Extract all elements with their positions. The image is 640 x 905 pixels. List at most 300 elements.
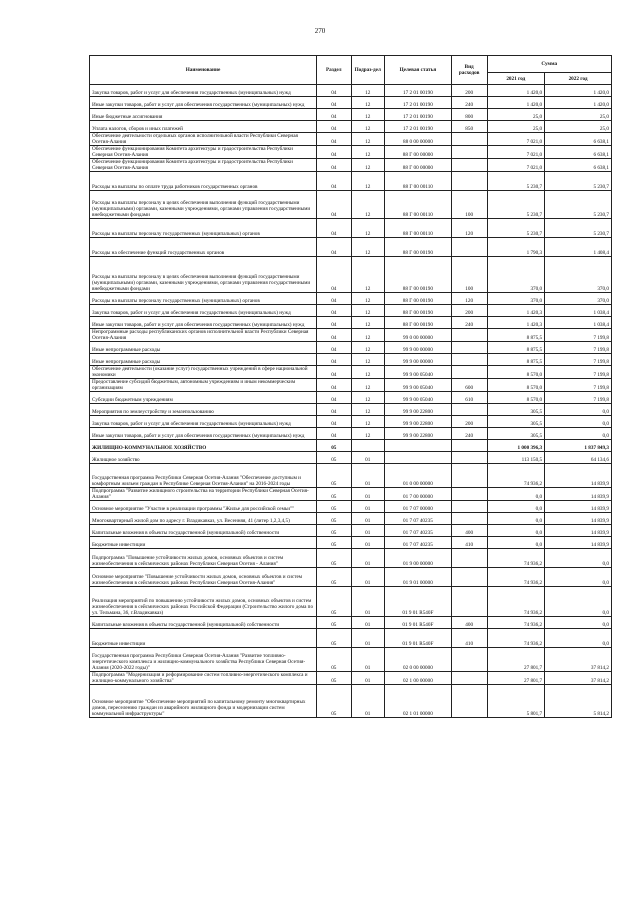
- row-name: Капитальные вложения в объекты государственной (муниципальной) собственности: [90, 525, 317, 537]
- row-amount-2022: 25,0: [545, 109, 612, 121]
- row-section: 04: [317, 219, 352, 238]
- row-amount-2021: 0,0: [487, 537, 545, 549]
- row-subsection: 12: [351, 219, 384, 238]
- row-section: 05: [317, 549, 352, 568]
- row-name: Подпрограмма "Повышение устойчивости жилых домов, основных объектов и систем жизнеобеспечения в сейсмических районах Республики Северная Осетия - Алания": [90, 549, 317, 568]
- row-subsection: 12: [351, 354, 384, 366]
- row-amount-2022: 0,0: [545, 587, 612, 617]
- row-amount-2022: 14 839,9: [545, 464, 612, 488]
- row-target-article: 88 Г 00 00000: [384, 159, 451, 172]
- row-subsection: 01: [351, 648, 384, 672]
- row-section: 04: [317, 133, 352, 146]
- row-name: Жилищное хозяйство: [90, 452, 317, 464]
- row-section: 04: [317, 257, 352, 293]
- row-section: 05: [317, 629, 352, 648]
- budget-table: [89, 55, 612, 718]
- row-subsection: 12: [351, 172, 384, 191]
- row-target-article: 99 0 00 00000: [384, 329, 451, 342]
- row-section: 04: [317, 293, 352, 305]
- table-row: [90, 146, 612, 159]
- row-section: 04: [317, 354, 352, 366]
- row-subsection: 12: [351, 85, 384, 97]
- row-amount-2021: 370,0: [487, 257, 545, 293]
- table-row: [90, 648, 612, 672]
- row-amount-2022: 370,0: [545, 257, 612, 293]
- row-expense-type: [451, 133, 487, 146]
- header-year-2022: 2022 год: [545, 73, 612, 85]
- row-section: 05: [317, 525, 352, 537]
- table-row: [90, 537, 612, 549]
- row-amount-2021: 25,0: [487, 121, 545, 133]
- row-target-article: 17 2 01 00190: [384, 85, 451, 97]
- table-row: [90, 568, 612, 587]
- row-amount-2022: 0,0: [545, 428, 612, 440]
- row-subsection: 01: [351, 537, 384, 549]
- row-expense-type: 400: [451, 617, 487, 629]
- table-row: [90, 219, 612, 238]
- row-expense-type: [451, 342, 487, 354]
- row-amount-2021: 25,0: [487, 109, 545, 121]
- row-amount-2022: 5 230,7: [545, 191, 612, 219]
- row-amount-2022: 7 199,8: [545, 329, 612, 342]
- row-section: 04: [317, 392, 352, 404]
- row-target-article: 88 0 00 00000: [384, 133, 451, 146]
- table-row: [90, 191, 612, 219]
- row-expense-type: [451, 672, 487, 685]
- row-expense-type: 850: [451, 121, 487, 133]
- row-subsection: [351, 440, 384, 452]
- row-expense-type: [451, 238, 487, 257]
- row-expense-type: 100: [451, 191, 487, 219]
- row-section: 04: [317, 121, 352, 133]
- row-name: Закупка товаров, работ и услуг для обеспечения государственных (муниципальных) нужд: [90, 85, 317, 97]
- row-expense-type: [451, 146, 487, 159]
- row-expense-type: [451, 452, 487, 464]
- row-amount-2022: 370,0: [545, 293, 612, 305]
- row-expense-type: [451, 488, 487, 501]
- header-section: Раздел: [317, 56, 352, 85]
- header-row-top: [90, 56, 612, 73]
- row-amount-2021: 74 936,2: [487, 587, 545, 617]
- row-target-article: 99 9 00 05040: [384, 392, 451, 404]
- row-expense-type: [451, 440, 487, 452]
- table-row: [90, 109, 612, 121]
- row-target-article: 88 Г 00 00110: [384, 172, 451, 191]
- row-amount-2021: 7 021,0: [487, 159, 545, 172]
- row-amount-2021: 74 936,2: [487, 549, 545, 568]
- row-subsection: 01: [351, 501, 384, 513]
- row-expense-type: 800: [451, 109, 487, 121]
- table-row: [90, 366, 612, 379]
- header-year-2021: 2021 год: [487, 73, 545, 85]
- row-subsection: 12: [351, 191, 384, 219]
- row-amount-2022: 7 199,8: [545, 379, 612, 392]
- table-row: [90, 379, 612, 392]
- row-amount-2021: 27 801,7: [487, 672, 545, 685]
- table-row: [90, 513, 612, 525]
- row-target-article: 17 2 01 00190: [384, 121, 451, 133]
- row-section: 05: [317, 464, 352, 488]
- row-name: Расходы на выплаты персоналу государственных (муниципальных) органов: [90, 293, 317, 305]
- row-subsection: 01: [351, 452, 384, 464]
- row-section: 05: [317, 501, 352, 513]
- row-name: Иные непрограммные расходы: [90, 354, 317, 366]
- table-row: [90, 617, 612, 629]
- row-expense-type: [451, 587, 487, 617]
- table-row: [90, 525, 612, 537]
- row-expense-type: [451, 685, 487, 718]
- row-section: 05: [317, 685, 352, 718]
- row-expense-type: [451, 159, 487, 172]
- row-subsection: 01: [351, 617, 384, 629]
- table-row: [90, 629, 612, 648]
- row-target-article: 01 9 01 00000: [384, 568, 451, 587]
- row-section: 04: [317, 329, 352, 342]
- row-amount-2022: 7 199,8: [545, 354, 612, 366]
- row-amount-2021: 5 801,7: [487, 685, 545, 718]
- row-name: Иные непрограммные расходы: [90, 342, 317, 354]
- row-target-article: [384, 440, 451, 452]
- row-amount-2022: 1 420,0: [545, 97, 612, 109]
- row-section: 04: [317, 238, 352, 257]
- row-name: Субсидии бюджетным учреждениям: [90, 392, 317, 404]
- row-subsection: 12: [351, 404, 384, 416]
- row-expense-type: [451, 464, 487, 488]
- row-amount-2022: 7 199,8: [545, 366, 612, 379]
- row-amount-2022: 14 839,9: [545, 513, 612, 525]
- row-subsection: 12: [351, 293, 384, 305]
- row-section: 05: [317, 648, 352, 672]
- row-subsection: 12: [351, 317, 384, 329]
- row-amount-2022: 1 837 849,3: [545, 440, 612, 452]
- row-target-article: 01 7 07 40235: [384, 525, 451, 537]
- row-name: Государственная программа Республики Северная Осетия-Алания "Развитие топливно-энергетического комплекса и жилищно-коммунального хозяйства Республики Северная Осетия-Алания (2020-2022 годы)": [90, 648, 317, 672]
- row-amount-2021: 8 875,5: [487, 329, 545, 342]
- table-row: [90, 672, 612, 685]
- row-amount-2022: 5 230,7: [545, 172, 612, 191]
- table-row: [90, 329, 612, 342]
- row-amount-2021: 5 230,7: [487, 219, 545, 238]
- row-expense-type: [451, 172, 487, 191]
- row-subsection: 12: [351, 121, 384, 133]
- row-name: Уплата налогов, сборов и иных платежей: [90, 121, 317, 133]
- row-expense-type: 120: [451, 293, 487, 305]
- row-amount-2021: 5 230,7: [487, 191, 545, 219]
- row-amount-2022: 1 038,4: [545, 305, 612, 317]
- row-amount-2021: 1 420,3: [487, 317, 545, 329]
- row-amount-2021: 74 936,2: [487, 617, 545, 629]
- row-target-article: 99 9 00 22800: [384, 416, 451, 428]
- row-section: 04: [317, 97, 352, 109]
- header-sum: Сумма: [487, 56, 611, 73]
- row-name: ЖИЛИЩНО-КОММУНАЛЬНОЕ ХОЗЯЙСТВО: [90, 440, 317, 452]
- row-amount-2021: 7 021,0: [487, 146, 545, 159]
- row-expense-type: 200: [451, 85, 487, 97]
- row-amount-2022: 37 814,2: [545, 648, 612, 672]
- row-subsection: 01: [351, 513, 384, 525]
- row-section: 04: [317, 366, 352, 379]
- row-name: Обеспечение деятельности отдельных органов исполнительной власти Республики Северная Осетия-Алания: [90, 133, 317, 146]
- header-target-article: Целевая статья: [384, 56, 451, 85]
- row-subsection: 12: [351, 146, 384, 159]
- row-target-article: 02 1 01 00000: [384, 685, 451, 718]
- row-name: Иные закупки товаров, работ и услуг для обеспечения государственных (муниципальных) нужд: [90, 97, 317, 109]
- row-target-article: 01 9 01 R540F: [384, 587, 451, 617]
- row-expense-type: 240: [451, 317, 487, 329]
- row-name: Расходы на обеспечение функций государственных органов: [90, 238, 317, 257]
- row-section: 04: [317, 305, 352, 317]
- table-row: [90, 317, 612, 329]
- row-amount-2021: 8 570,0: [487, 379, 545, 392]
- row-target-article: 99 9 00 05040: [384, 379, 451, 392]
- row-amount-2022: 6 638,1: [545, 146, 612, 159]
- row-amount-2022: 14 839,9: [545, 537, 612, 549]
- row-section: 04: [317, 159, 352, 172]
- table-row: [90, 549, 612, 568]
- row-amount-2021: 1 420,0: [487, 97, 545, 109]
- row-amount-2022: 14 839,9: [545, 488, 612, 501]
- row-name: Реализация мероприятий по повышению устойчивости жилых домов, основных объектов и систем жизнеобеспечения в сейсмических районах Российской Федерации (Строительство жилого дома по ул. Тельмана, 36, г.Владикавказ): [90, 587, 317, 617]
- row-target-article: 88 Г 00 00190: [384, 238, 451, 257]
- row-subsection: 12: [351, 428, 384, 440]
- row-name: Иные закупки товаров, работ и услуг для обеспечения государственных (муниципальных) нужд: [90, 428, 317, 440]
- row-expense-type: [451, 329, 487, 342]
- table-body: [90, 85, 612, 718]
- row-name: Государственная программа Республики Северная Осетия-Алания "Обеспечение доступным и комфортным жильем граждан в Республике Северная Осетия-Алания" на 2016-2024 годы: [90, 464, 317, 488]
- row-section: 04: [317, 109, 352, 121]
- row-expense-type: [451, 648, 487, 672]
- table-row: [90, 452, 612, 464]
- row-subsection: 01: [351, 464, 384, 488]
- row-name: Подпрограмма "Развитие жилищного строительства на территории Республики Северная Осетия-Алания": [90, 488, 317, 501]
- row-amount-2022: 1 420,0: [545, 85, 612, 97]
- row-amount-2021: 305,5: [487, 428, 545, 440]
- row-amount-2021: 0,0: [487, 488, 545, 501]
- row-expense-type: [451, 501, 487, 513]
- row-name: Подпрограмма "Модернизация и реформирование систем топливно-энергетического комплекса и жилищно-коммунального хозяйства": [90, 672, 317, 685]
- row-expense-type: 610: [451, 392, 487, 404]
- row-target-article: 99 9 00 00000: [384, 354, 451, 366]
- table-row: [90, 440, 612, 452]
- row-name: Иные бюджетные ассигнования: [90, 109, 317, 121]
- row-subsection: 12: [351, 238, 384, 257]
- row-section: 05: [317, 488, 352, 501]
- table-row: [90, 416, 612, 428]
- table-row: [90, 501, 612, 513]
- table-row: [90, 587, 612, 617]
- row-name: Обеспечение функционирования Комитета архитектуры и градостроительства Республики Северная Осетия-Алания: [90, 159, 317, 172]
- row-section: 05: [317, 672, 352, 685]
- row-target-article: 17 2 01 00190: [384, 109, 451, 121]
- row-section: 04: [317, 428, 352, 440]
- row-amount-2021: 8 570,0: [487, 392, 545, 404]
- row-name: Расходы на выплаты персоналу в целях обеспечения выполнения функций государственными (муниципальными) органами, казенными учреждениями, органами управления государственными внебюджетными фондами: [90, 257, 317, 293]
- row-amount-2021: 1 000 396,3: [487, 440, 545, 452]
- row-name: Предоставление субсидий бюджетным, автономным учреждениям и иным некоммерческим организациям: [90, 379, 317, 392]
- row-expense-type: [451, 568, 487, 587]
- row-target-article: 01 9 00 00000: [384, 549, 451, 568]
- row-target-article: 01 7 07 40235: [384, 513, 451, 525]
- row-amount-2022: 0,0: [545, 568, 612, 587]
- row-target-article: 99 9 00 22800: [384, 428, 451, 440]
- row-name: Обеспечение деятельности (оказание услуг) государственных учреждений в сфере национальной экономики: [90, 366, 317, 379]
- row-expense-type: [451, 354, 487, 366]
- row-expense-type: 100: [451, 257, 487, 293]
- row-amount-2022: 0,0: [545, 416, 612, 428]
- row-subsection: 12: [351, 305, 384, 317]
- row-amount-2022: 0,0: [545, 629, 612, 648]
- row-section: 04: [317, 172, 352, 191]
- row-amount-2021: 74 936,2: [487, 629, 545, 648]
- row-amount-2022: 14 839,9: [545, 525, 612, 537]
- row-target-article: 01 9 01 R540F: [384, 629, 451, 648]
- row-expense-type: 240: [451, 97, 487, 109]
- row-expense-type: 200: [451, 416, 487, 428]
- row-subsection: 01: [351, 525, 384, 537]
- row-section: 04: [317, 146, 352, 159]
- row-expense-type: 240: [451, 428, 487, 440]
- table-row: [90, 428, 612, 440]
- row-target-article: 01 0 00 00000: [384, 464, 451, 488]
- row-amount-2021: 8 875,5: [487, 342, 545, 354]
- row-subsection: 12: [351, 379, 384, 392]
- row-subsection: 12: [351, 97, 384, 109]
- row-subsection: 12: [351, 159, 384, 172]
- row-subsection: 01: [351, 568, 384, 587]
- row-target-article: 99 9 00 00000: [384, 342, 451, 354]
- row-amount-2022: 7 199,8: [545, 342, 612, 354]
- row-amount-2021: 305,5: [487, 404, 545, 416]
- table-row: [90, 404, 612, 416]
- table-row: [90, 305, 612, 317]
- row-subsection: 12: [351, 257, 384, 293]
- row-subsection: 12: [351, 416, 384, 428]
- row-name: Основное мероприятие "Участие в реализации программы "Жилье для российской семьи"": [90, 501, 317, 513]
- row-expense-type: 200: [451, 305, 487, 317]
- row-target-article: 88 Г 00 00110: [384, 219, 451, 238]
- header-subsection: Подраз-дел: [351, 56, 384, 85]
- row-section: 04: [317, 317, 352, 329]
- row-amount-2021: 0,0: [487, 501, 545, 513]
- row-target-article: 99 9 00 05040: [384, 366, 451, 379]
- row-expense-type: 410: [451, 629, 487, 648]
- row-target-article: 88 Г 00 00000: [384, 146, 451, 159]
- row-target-article: 88 Г 00 00190: [384, 317, 451, 329]
- row-amount-2022: 7 199,8: [545, 392, 612, 404]
- row-amount-2021: 27 801,7: [487, 648, 545, 672]
- row-amount-2021: 1 420,0: [487, 85, 545, 97]
- row-amount-2022: 5 230,7: [545, 219, 612, 238]
- row-section: 04: [317, 342, 352, 354]
- row-amount-2021: 74 936,2: [487, 568, 545, 587]
- row-target-article: 02 1 00 00000: [384, 672, 451, 685]
- row-section: 05: [317, 452, 352, 464]
- row-amount-2022: 1 038,4: [545, 317, 612, 329]
- row-amount-2022: 37 814,2: [545, 672, 612, 685]
- row-section: 05: [317, 537, 352, 549]
- row-name: Многоквартирный жилой дом по адресу г. Владикавказ, ул. Весенняя, 41 (литер 1,2,3,4,5): [90, 513, 317, 525]
- row-amount-2021: 1 790,3: [487, 238, 545, 257]
- row-name: Обеспечение функционирования Комитета архитектуры и градостроительства Республики Северная Осетия-Алания: [90, 146, 317, 159]
- row-amount-2022: 5 814,2: [545, 685, 612, 718]
- row-amount-2021: 370,0: [487, 293, 545, 305]
- row-section: 05: [317, 617, 352, 629]
- row-name: Капитальные вложения в объекты государственной (муниципальной) собственности: [90, 617, 317, 629]
- row-name: Основное мероприятие "Повышение устойчивости жилых домов, основных объектов и систем жизнеобеспечения в сейсмических районах Республики Северная Осетия-Алания": [90, 568, 317, 587]
- row-section: 05: [317, 513, 352, 525]
- row-amount-2021: 8 875,5: [487, 354, 545, 366]
- row-amount-2022: 6 638,1: [545, 133, 612, 146]
- row-name: Расходы на выплаты персоналу государственных (муниципальных) органов: [90, 219, 317, 238]
- row-name: Бюджетные инвестиции: [90, 629, 317, 648]
- row-target-article: 88 Г 00 00190: [384, 293, 451, 305]
- row-target-article: 01 7 00 00000: [384, 488, 451, 501]
- row-name: Мероприятия по землеустройству и землепользованию: [90, 404, 317, 416]
- row-expense-type: [451, 549, 487, 568]
- row-amount-2021: 0,0: [487, 525, 545, 537]
- row-subsection: 01: [351, 488, 384, 501]
- row-subsection: 01: [351, 587, 384, 617]
- table-row: [90, 85, 612, 97]
- row-subsection: 12: [351, 109, 384, 121]
- row-target-article: 88 Г 00 00190: [384, 305, 451, 317]
- table-row: [90, 257, 612, 293]
- table-row: [90, 488, 612, 501]
- row-amount-2022: 0,0: [545, 404, 612, 416]
- table-row: [90, 464, 612, 488]
- row-subsection: 12: [351, 133, 384, 146]
- row-expense-type: 600: [451, 379, 487, 392]
- table-row: [90, 172, 612, 191]
- row-expense-type: [451, 513, 487, 525]
- table-row: [90, 97, 612, 109]
- row-amount-2022: 0,0: [545, 549, 612, 568]
- row-subsection: 12: [351, 342, 384, 354]
- row-amount-2022: 6 638,1: [545, 159, 612, 172]
- row-section: 04: [317, 416, 352, 428]
- row-amount-2022: 64 134,6: [545, 452, 612, 464]
- row-amount-2021: 74 936,2: [487, 464, 545, 488]
- row-target-article: 88 Г 00 00110: [384, 191, 451, 219]
- row-expense-type: 410: [451, 537, 487, 549]
- row-name: Закупка товаров, работ и услуг для обеспечения государственных (муниципальных) нужд: [90, 305, 317, 317]
- row-name: Основное мероприятие "Обеспечение мероприятий по капитальному ремонту многоквартирных домов, переселению граждан из аварийного жилищного фонда и модернизации систем коммунальной инфраструктуры": [90, 685, 317, 718]
- row-section: 04: [317, 191, 352, 219]
- header-expense-type: Вид расходов: [451, 56, 487, 85]
- table-row: [90, 392, 612, 404]
- row-amount-2022: 14 839,9: [545, 501, 612, 513]
- row-amount-2022: 25,0: [545, 121, 612, 133]
- row-name: Непрограммные расходы республиканских органов исполнительной власти Республики Северная Осетия-Алания: [90, 329, 317, 342]
- row-target-article: [384, 452, 451, 464]
- table-row: [90, 685, 612, 718]
- row-expense-type: 120: [451, 219, 487, 238]
- row-amount-2021: 305,5: [487, 416, 545, 428]
- row-amount-2021: 8 570,0: [487, 366, 545, 379]
- row-section: 04: [317, 85, 352, 97]
- row-expense-type: 400: [451, 525, 487, 537]
- row-subsection: 01: [351, 549, 384, 568]
- row-target-article: 01 9 01 R540F: [384, 617, 451, 629]
- row-target-article: 01 7 07 00000: [384, 501, 451, 513]
- row-expense-type: [451, 404, 487, 416]
- table-row: [90, 121, 612, 133]
- table-row: [90, 133, 612, 146]
- row-name: Закупка товаров, работ и услуг для обеспечения государственных (муниципальных) нужд: [90, 416, 317, 428]
- row-expense-type: [451, 366, 487, 379]
- row-amount-2022: 1 408,4: [545, 238, 612, 257]
- row-target-article: 99 9 00 22800: [384, 404, 451, 416]
